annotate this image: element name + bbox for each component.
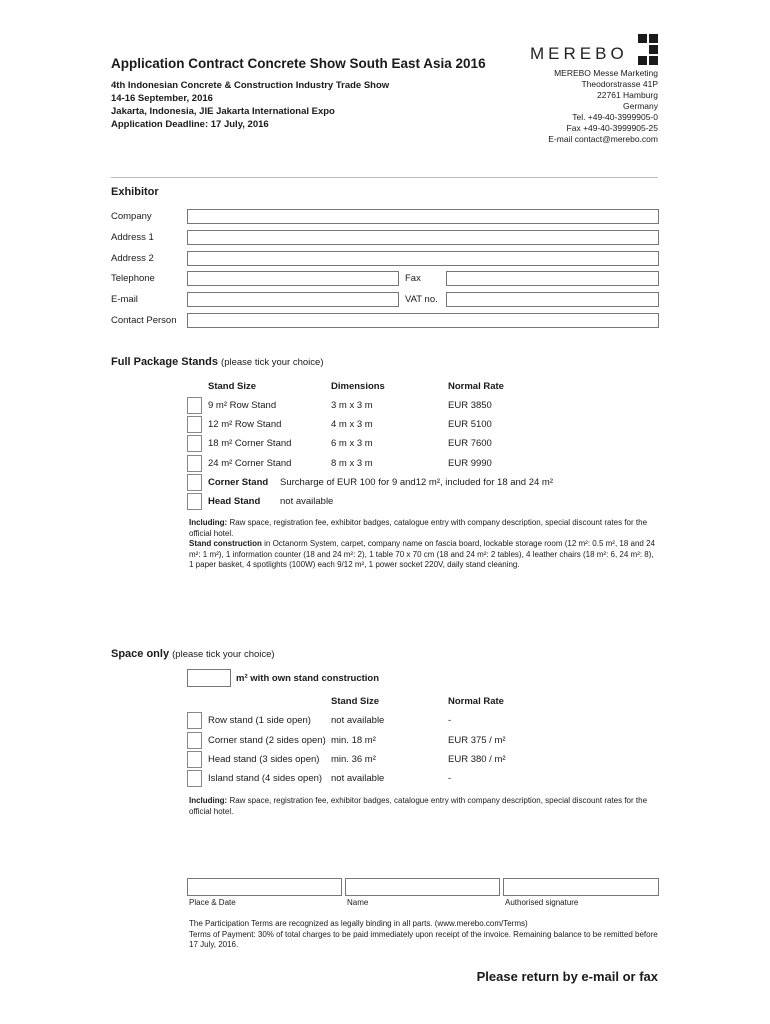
space-type: Corner stand (2 sides open) (208, 735, 326, 746)
place-date-field[interactable] (187, 878, 342, 896)
package-rate: EUR 9990 (448, 458, 492, 469)
col-stand-size: Stand Size (208, 381, 257, 392)
space-checkbox[interactable] (187, 712, 202, 729)
col-normal-rate: Normal Rate (448, 381, 504, 392)
including-text: Raw space, registration fee, exhibitor badges, catalogue entry with company description, special discount rates for the official hotel. (189, 518, 648, 538)
package-checkbox[interactable] (187, 435, 202, 452)
return-instruction: Please return by e-mail or fax (476, 969, 658, 984)
email-label: E-mail (111, 294, 138, 305)
space-rate: EUR 380 / m² (448, 754, 506, 765)
telephone-label: Telephone (111, 273, 155, 284)
space-min-size: min. 18 m² (331, 735, 376, 746)
corner-stand-checkbox[interactable] (187, 474, 202, 491)
signature-label: Authorised signature (505, 898, 579, 907)
address1-field[interactable] (187, 230, 659, 245)
terms-text (189, 919, 659, 951)
space-min-size: not available (331, 773, 385, 784)
head-stand-label: Head Stand (208, 496, 261, 507)
space-checkbox[interactable] (187, 751, 202, 768)
organizer-fax: Fax +49-40-3999905-25 (566, 123, 658, 133)
space-only-note: (please tick your choice) (172, 649, 275, 660)
name-label: Name (347, 898, 369, 907)
divider (111, 177, 658, 178)
package-size: 12 m² Row Stand (208, 419, 282, 430)
full-package-heading (111, 356, 323, 368)
including-label: Including: (189, 518, 228, 527)
package-checkbox[interactable] (187, 416, 202, 433)
name-field[interactable] (345, 878, 500, 896)
package-including-note (189, 518, 659, 571)
space-including-label: Including: (189, 796, 228, 805)
space-m2-label: m² with own stand construction (236, 673, 380, 684)
package-rate: EUR 3850 (448, 400, 492, 411)
organizer-street: Theodorstrasse 41P (581, 79, 658, 89)
package-size: 9 m² Row Stand (208, 400, 277, 411)
place-date-label: Place & Date (189, 898, 236, 907)
space-only-title: Space only (111, 648, 170, 660)
company-field[interactable] (187, 209, 659, 224)
package-rate: EUR 5100 (448, 419, 492, 430)
address2-label: Address 2 (111, 253, 154, 264)
space-checkbox[interactable] (187, 732, 202, 749)
space-rate: EUR 375 / m² (448, 735, 506, 746)
company-label: Company (111, 211, 152, 222)
organizer-email: E-mail contact@merebo.com (548, 134, 658, 144)
space-rate: - (448, 773, 452, 784)
organizer-phone: Tel. +49-40-3999905-0 (572, 112, 658, 122)
contact-person-label: Contact Person (111, 315, 177, 326)
email-field[interactable] (187, 292, 399, 307)
document-title: Application Contract Concrete Show South East Asia 2016 (111, 56, 486, 71)
package-checkbox[interactable] (187, 397, 202, 414)
head-stand-checkbox[interactable] (187, 493, 202, 510)
construction-label: Stand construction (189, 539, 262, 548)
space-min-size: min. 36 m² (331, 754, 376, 765)
space-type: Row stand (1 side open) (208, 715, 311, 726)
package-dimensions: 6 m x 3 m (331, 438, 373, 449)
address2-field[interactable] (187, 251, 659, 266)
exhibitor-heading: Exhibitor (111, 186, 159, 198)
construction-text: in Octanorm System, carpet, company name on fascia board, lockable storage room (12 m²: 0.5 m², 18 and 24 m²: 1 m²), 1 information counter (18 and 24 m²: 2), 1 table 70 x 70 cm (18 and 24 m²: 2 tables), 4 leather chairs (18 m²: 6, 24 m²: 8), 1 paper basket, 4 spotlights (100W) each 9/12 m², 1 power socket 220V, daily stand cleaning. (189, 539, 655, 569)
signature-field[interactable] (503, 878, 659, 896)
fax-field[interactable] (446, 271, 659, 286)
vat-field[interactable] (446, 292, 659, 307)
package-rate: EUR 7600 (448, 438, 492, 449)
telephone-field[interactable] (187, 271, 399, 286)
corner-stand-label: Corner Stand (208, 477, 269, 488)
organizer-city: 22761 Hamburg (597, 90, 658, 100)
participation-terms: The Participation Terms are recognized as legally binding in all parts. (www.merebo.com/Terms) (189, 919, 528, 928)
space-type: Island stand (4 sides open) (208, 773, 323, 784)
space-m2-field[interactable] (187, 669, 231, 687)
col-dimensions: Dimensions (331, 381, 385, 392)
space-min-size: not available (331, 715, 385, 726)
full-package-note: (please tick your choice) (221, 357, 324, 368)
organizer-country: Germany (623, 101, 658, 111)
package-dimensions: 4 m x 3 m (331, 419, 373, 430)
package-dimensions: 3 m x 3 m (331, 400, 373, 411)
organizer-name: MEREBO Messe Marketing (554, 68, 658, 78)
package-size: 18 m² Corner Stand (208, 438, 292, 449)
space-checkbox[interactable] (187, 770, 202, 787)
contact-person-field[interactable] (187, 313, 659, 328)
logo-squares-icon (638, 34, 659, 65)
package-checkbox[interactable] (187, 455, 202, 472)
fax-label: Fax (405, 273, 421, 284)
vat-label: VAT no. (405, 294, 438, 305)
application-deadline: Application Deadline: 17 July, 2016 (111, 119, 269, 130)
full-package-title: Full Package Stands (111, 356, 218, 368)
corner-stand-surcharge: Surcharge of EUR 100 for 9 and12 m², included for 18 and 24 m² (280, 477, 554, 488)
space-including-note (189, 796, 659, 817)
space-only-heading (111, 648, 275, 660)
package-dimensions: 8 m x 3 m (331, 458, 373, 469)
space-type: Head stand (3 sides open) (208, 754, 320, 765)
event-name: 4th Indonesian Concrete & Construction Industry Trade Show (111, 80, 390, 91)
space-col-stand-size: Stand Size (331, 696, 380, 707)
space-including-text: Raw space, registration fee, exhibitor badges, catalogue entry with company description, special discount rates for the official hotel. (189, 796, 648, 816)
head-stand-availability: not available (280, 496, 334, 507)
space-rate: - (448, 715, 452, 726)
address1-label: Address 1 (111, 232, 154, 243)
payment-terms: Terms of Payment: 30% of total charges to be paid immediately upon receipt of the invoice. Remaining balance to be remitted before 17 July, 2016. (189, 929, 658, 949)
package-size: 24 m² Corner Stand (208, 458, 292, 469)
event-dates: 14-16 September, 2016 (111, 93, 213, 104)
merebo-logo: MEREBO (530, 44, 628, 63)
space-col-normal-rate: Normal Rate (448, 696, 504, 707)
event-venue: Jakarta, Indonesia, JIE Jakarta International Expo (111, 106, 335, 117)
